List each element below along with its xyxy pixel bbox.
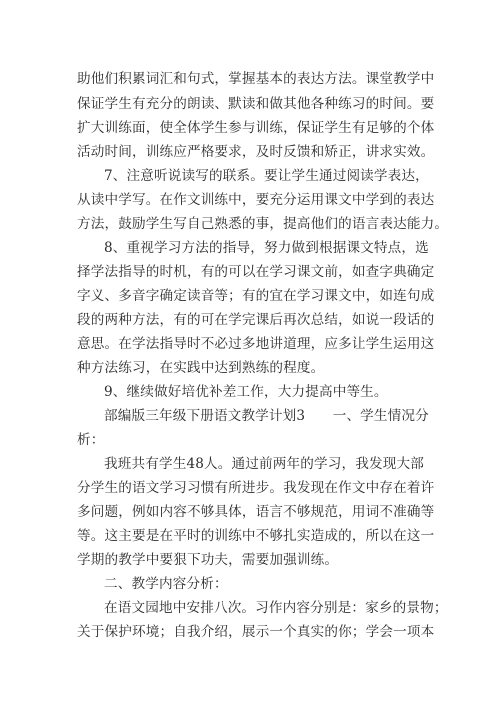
text-line: 种方法练习，在实践中达到熟练的程度。 [77,360,325,376]
text-line: 我班共有学生48人。通过前两年的学习，我发现大部 [104,456,424,472]
text-line: 段的两种方法，有的可在学完课后再次总结，如说一段话的 [77,312,435,328]
text-line: 意思。在学法指导时不必过多地讲道理，应多让学生运用这 [77,336,435,352]
text-line: 7、注意听说读写的联系。要让学生通过阅读学表达， [104,168,429,184]
text-line: 保证学生有充分的朗读、默读和做其他各种练习的时间。要 [77,96,435,112]
text-line: 学期的教学中要狠下功夫，需要加强训练。 [77,552,339,568]
text-line: 8、重视学习方法的指导，努力做到根据课文特点，选 [104,240,429,256]
text-line: 9、继续做好培优补差工作，大力提高中等生。 [104,384,388,400]
text-line: 关于保护环境；自我介绍，展示一个真实的你；学会一项本 [77,624,435,640]
text-line: 字义、多音字确定读音等；有的宜在学习课文中，如连句成 [77,288,435,304]
text-line: 扩大训练面，使全体学生参与训练，保证学生有足够的个体 [77,120,435,136]
text-line: 从读中学写。在作文训练中，要充分运用课文中学到的表达 [77,192,435,208]
text-line: 在语文园地中安排八次。习作内容分别是：家乡的景物； [104,600,448,616]
section-heading: 二、教学内容分析： [104,576,228,592]
text-line: 活动时间，训练应严格要求，及时反馈和矫正，讲求实效。 [77,144,435,160]
text-line: 分学生的语文学习习惯有所进步。我发现在作文中存在着许 [77,480,435,496]
text-line: 助他们积累词汇和句式，掌握基本的表达方法。课堂教学中 [77,71,435,87]
text-line: 择学法指导的时机，有的可以在学习课文前，如查字典确定 [77,264,435,280]
text-line: 等。这主要是在平时的训练中不够扎实造成的，所以在这一 [77,528,435,544]
text-line: 多问题，例如内容不够具体，语言不够规范，用词不准确等 [77,504,435,520]
text-line: 方法，鼓励学生写自己熟悉的事，提高他们的语言表达能力。 [77,216,449,232]
text-line: 析： [77,432,105,448]
section-title: 部编版三年级下册语文教学计划3 一、学生情况分 [104,408,429,424]
